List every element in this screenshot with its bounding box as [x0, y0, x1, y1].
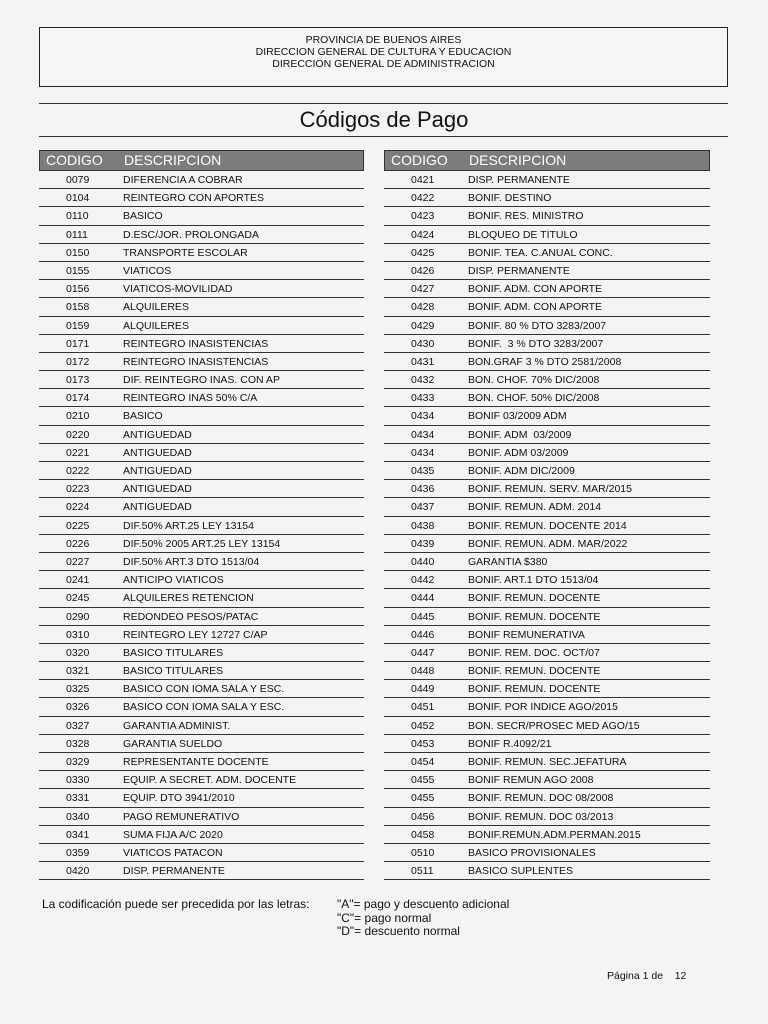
table-row: [39, 262, 364, 280]
cell-codigo: 0171: [66, 337, 90, 350]
table-row: [384, 735, 710, 753]
cell-descripcion: BONIF. REMUN. DOCENTE 2014: [468, 519, 627, 532]
note-options: [337, 898, 509, 939]
table-row: [39, 298, 364, 316]
cell-descripcion: REINTEGRO INASISTENCIAS: [123, 337, 269, 350]
table-row: [384, 498, 710, 516]
table-row: [384, 426, 710, 444]
cell-codigo: 0430: [411, 337, 435, 350]
table-row: [39, 426, 364, 444]
cell-descripcion: VIATICOS PATACON: [123, 846, 223, 859]
cell-codigo: 0321: [66, 665, 90, 678]
cell-codigo: 0447: [411, 646, 435, 659]
cell-descripcion: BONIF. ADM 03/2009: [468, 428, 572, 441]
table-row: [39, 371, 364, 389]
cell-codigo: 0330: [66, 774, 90, 787]
cell-descripcion: DIF.50% 2005 ART.25 LEY 13154: [123, 537, 281, 550]
cell-codigo: 0452: [411, 719, 435, 732]
cell-codigo: 0158: [66, 301, 90, 314]
cell-codigo: 0434: [411, 428, 435, 441]
cell-descripcion: BONIF. REMUN. DOCENTE: [468, 665, 601, 678]
cell-descripcion: TRANSPORTE ESCOLAR: [123, 246, 248, 259]
table-row: [384, 262, 710, 280]
cell-descripcion: ANTICIPO VIATICOS: [123, 574, 224, 587]
cell-descripcion: BONIF. REMUN. ADM. 2014: [468, 501, 602, 514]
cell-codigo: 0174: [66, 392, 90, 405]
cell-codigo: 0150: [66, 246, 90, 259]
cell-descripcion: BONIF.REMUN.ADM.PERMAN.2015: [468, 828, 641, 841]
cell-descripcion: GARANTIA $380: [468, 555, 548, 568]
cell-codigo: 0226: [66, 537, 90, 550]
table-row: [39, 680, 364, 698]
cell-codigo: 0326: [66, 701, 90, 714]
cell-descripcion: BONIF. REMUN. DOCENTE: [468, 610, 601, 623]
table-row: [384, 680, 710, 698]
cell-descripcion: BASICO CON IOMA SALA Y ESC.: [123, 701, 285, 714]
cell-descripcion: BLOQUEO DE TITULO: [468, 228, 578, 241]
cell-codigo: 0422: [411, 192, 435, 205]
table-row: [39, 698, 364, 716]
cell-codigo: 0221: [66, 446, 90, 459]
cell-codigo: 0110: [66, 210, 89, 223]
cell-codigo: 0423: [411, 210, 435, 223]
header-codigo: CODIGO: [46, 152, 103, 168]
cell-descripcion: BONIF. REMUN. SEC.JEFATURA: [468, 756, 627, 768]
cell-descripcion: BASICO SUPLENTES: [468, 865, 574, 878]
cell-codigo: 0156: [66, 283, 90, 296]
table-row: [384, 608, 710, 626]
cell-descripcion: ANTIGUEDAD: [123, 501, 192, 514]
note-lead: La codificación puede ser precedida por las letras:: [42, 897, 310, 911]
table-row: [39, 244, 364, 262]
table-row: [384, 462, 710, 480]
cell-descripcion: BASICO TITULARES: [123, 646, 224, 659]
cell-codigo: 0328: [66, 737, 90, 750]
cell-codigo: 0434: [411, 446, 435, 459]
cell-descripcion: ANTIGUEDAD: [123, 465, 192, 477]
cell-codigo: 0428: [411, 301, 435, 314]
table-row: [384, 353, 710, 371]
cell-descripcion: BONIF. REM. DOC. OCT/07: [468, 646, 600, 659]
table-row: [39, 862, 364, 880]
cell-codigo: 0426: [411, 264, 435, 277]
table-row: [39, 317, 364, 335]
cell-descripcion: BON. CHOF. 50% DIC/2008: [468, 392, 600, 405]
table-row: [39, 553, 364, 571]
cell-codigo: 0510: [411, 846, 435, 859]
cell-codigo: 0434: [411, 410, 435, 423]
table-row: [39, 389, 364, 407]
cell-descripcion: DISP. PERMANENTE: [123, 865, 225, 878]
cell-codigo: 0341: [66, 828, 90, 841]
table-header: [384, 150, 710, 171]
table-row: [384, 317, 710, 335]
table-row: [384, 189, 710, 207]
cell-descripcion: BON. SECR/PROSEC MED AGO/15: [468, 719, 640, 732]
cell-descripcion: BASICO: [123, 210, 163, 223]
table-row: [39, 226, 364, 244]
table-row: [39, 589, 364, 607]
cell-codigo: 0325: [66, 683, 90, 696]
cell-codigo: 0436: [411, 483, 435, 496]
cell-codigo: 0456: [411, 810, 435, 823]
cell-descripcion: BONIF. ADM. CON APORTE: [468, 301, 602, 314]
cell-descripcion: DIF. REINTEGRO INAS. CON AP: [123, 374, 280, 387]
cell-descripcion: REINTEGRO CON APORTES: [123, 192, 264, 205]
cell-descripcion: D.ESC/JOR. PROLONGADA: [123, 228, 259, 241]
table-row: [384, 662, 710, 680]
cell-codigo: 0104: [66, 192, 90, 205]
cell-codigo: 0290: [66, 610, 90, 623]
cell-codigo: 0455: [411, 792, 435, 805]
title-rule-bottom: [39, 136, 728, 137]
cell-codigo: 0454: [411, 756, 435, 768]
cell-codigo: 0437: [411, 501, 435, 514]
table-row: [384, 844, 710, 862]
cell-codigo: 0429: [411, 319, 435, 332]
cell-codigo: 0455: [411, 774, 435, 787]
table-body: [39, 171, 364, 880]
header-codigo: CODIGO: [391, 152, 448, 168]
cell-descripcion: BASICO: [123, 410, 163, 423]
table-row: [384, 862, 710, 880]
table-header: [39, 150, 364, 171]
title-rule-top: [39, 103, 728, 104]
cell-descripcion: DIFERENCIA A COBRAR: [123, 174, 243, 186]
table-row: [384, 644, 710, 662]
table-row: [39, 335, 364, 353]
cell-codigo: 0425: [411, 246, 435, 259]
cell-descripcion: BONIF. REMUN. DOC 08/2008: [468, 792, 614, 805]
cell-descripcion: BONIF. REMUN. DOCENTE: [468, 592, 601, 605]
cell-codigo: 0431: [411, 355, 435, 368]
cell-descripcion: BONIF. REMUN. ADM. MAR/2022: [468, 537, 628, 550]
cell-codigo: 0435: [411, 465, 435, 477]
cell-codigo: 0420: [66, 865, 90, 878]
cell-codigo: 0451: [411, 701, 435, 714]
table-row: [39, 808, 364, 826]
cell-descripcion: REINTEGRO LEY 12727 C/AP: [123, 628, 268, 641]
table-row: [39, 407, 364, 425]
cell-codigo: 0159: [66, 319, 90, 332]
table-row: [384, 171, 710, 189]
cell-codigo: 0079: [66, 174, 90, 186]
table-row: [384, 335, 710, 353]
cell-descripcion: BONIF REMUN AGO 2008: [468, 774, 594, 787]
header-line-3: DIRECCION GENERAL DE ADMINISTRACION: [272, 58, 495, 70]
cell-codigo: 0220: [66, 428, 90, 441]
cell-descripcion: BONIF. REMUN. SERV. MAR/2015: [468, 483, 632, 496]
cell-codigo: 0210: [66, 410, 90, 423]
header-line-1: PROVINCIA DE BUENOS AIRES: [305, 34, 462, 46]
table-row: [384, 226, 710, 244]
table-row: [39, 498, 364, 516]
table-row: [39, 826, 364, 844]
table-row: [384, 571, 710, 589]
cell-descripcion: REPRESENTANTE DOCENTE: [123, 756, 269, 768]
cell-codigo: 0453: [411, 737, 435, 750]
cell-codigo: 0222: [66, 465, 90, 477]
cell-descripcion: BONIF. REMUN. DOC 03/2013: [468, 810, 614, 823]
table-row: [384, 480, 710, 498]
cell-codigo: 0433: [411, 392, 435, 405]
table-row: [384, 753, 710, 771]
cell-codigo: 0424: [411, 228, 435, 241]
table-row: [39, 644, 364, 662]
cell-descripcion: REDONDEO PESOS/PATAC: [123, 610, 259, 623]
document-header: [39, 27, 728, 87]
cell-codigo: 0439: [411, 537, 435, 550]
header-descripcion: DESCRIPCION: [124, 152, 222, 168]
table-row: [384, 444, 710, 462]
table-row: [384, 789, 710, 807]
cell-descripcion: BONIF. TEA. C.ANUAL CONC.: [468, 246, 613, 259]
cell-descripcion: DISP. PERMANENTE: [468, 264, 570, 277]
cell-codigo: 0444: [411, 592, 435, 605]
cell-codigo: 0327: [66, 719, 90, 732]
cell-codigo: 0225: [66, 519, 90, 532]
table-row: [384, 407, 710, 425]
cell-descripcion: BON.GRAF 3 % DTO 2581/2008: [468, 355, 622, 368]
cell-descripcion: VIATICOS-MOVILIDAD: [123, 283, 233, 296]
cell-codigo: 0224: [66, 501, 90, 514]
cell-descripcion: VIATICOS: [123, 264, 172, 277]
table-row: [384, 389, 710, 407]
table-row: [39, 444, 364, 462]
cell-descripcion: EQUIP. A SECRET. ADM. DOCENTE: [123, 774, 297, 787]
cell-codigo: 0442: [411, 574, 435, 587]
table-row: [39, 207, 364, 225]
header-descripcion: DESCRIPCION: [469, 152, 567, 168]
cell-descripcion: DISP. PERMANENTE: [468, 174, 570, 186]
cell-descripcion: SUMA FIJA A/C 2020: [123, 828, 223, 841]
table-row: [384, 808, 710, 826]
cell-codigo: 0511: [411, 865, 434, 878]
cell-descripcion: ALQUILERES: [123, 301, 189, 314]
cell-codigo: 0331: [66, 792, 90, 805]
cell-descripcion: GARANTIA ADMINIST.: [123, 719, 231, 732]
table-row: [384, 371, 710, 389]
table-row: [384, 698, 710, 716]
cell-codigo: 0445: [411, 610, 435, 623]
note-option-d: "D"= descuento normal: [337, 924, 460, 938]
cell-descripcion: EQUIP. DTO 3941/2010: [123, 792, 235, 805]
table-row: [384, 553, 710, 571]
cell-descripcion: BONIF. ADM. CON APORTE: [468, 283, 602, 296]
table-row: [39, 789, 364, 807]
cell-codigo: 0111: [66, 228, 88, 241]
table-row: [39, 662, 364, 680]
cell-descripcion: BONIF. ADM 03/2009: [468, 446, 569, 459]
cell-codigo: 0438: [411, 519, 435, 532]
cell-codigo: 0427: [411, 283, 435, 296]
cell-codigo: 0458: [411, 828, 435, 841]
note-option-a: "A"= pago y descuento adicional: [337, 897, 510, 911]
table-row: [39, 735, 364, 753]
table-row: [39, 480, 364, 498]
cell-descripcion: BON. CHOF. 70% DIC/2008: [468, 374, 600, 387]
table-row: [39, 517, 364, 535]
cell-descripcion: DIF.50% ART.25 LEY 13154: [123, 519, 254, 532]
table-row: [39, 353, 364, 371]
table-row: [39, 171, 364, 189]
cell-descripcion: PAGO REMUNERATIVO: [123, 810, 240, 823]
codes-table-left: [39, 150, 364, 880]
cell-descripcion: ANTIGUEDAD: [123, 428, 192, 441]
cell-descripcion: BONIF. DESTINO: [468, 192, 552, 205]
table-row: [384, 298, 710, 316]
cell-codigo: 0241: [66, 574, 90, 587]
cell-descripcion: BASICO TITULARES: [123, 665, 224, 678]
table-row: [384, 826, 710, 844]
table-row: [39, 844, 364, 862]
cell-descripcion: BONIF 03/2009 ADM: [468, 410, 567, 423]
table-row: [39, 535, 364, 553]
cell-descripcion: BONIF REMUNERATIVA: [468, 628, 585, 641]
page-title: Códigos de Pago: [299, 107, 469, 132]
cell-descripcion: ANTIGUEDAD: [123, 446, 192, 459]
codes-table-right: [384, 150, 710, 880]
cell-descripcion: BONIF. REMUN. DOCENTE: [468, 683, 601, 696]
table-row: [384, 535, 710, 553]
cell-descripcion: BASICO PROVISIONALES: [468, 846, 596, 859]
cell-codigo: 0310: [66, 628, 90, 641]
cell-codigo: 0155: [66, 264, 90, 277]
table-row: [384, 589, 710, 607]
table-body: [384, 171, 710, 880]
cell-codigo: 0329: [66, 756, 90, 768]
note-option-c: "C"= pago normal: [337, 910, 432, 925]
cell-descripcion: DIF.50% ART.3 DTO 1513/04: [123, 555, 260, 568]
cell-descripcion: ALQUILERES RETENCION: [123, 592, 254, 605]
cell-codigo: 0340: [66, 810, 90, 823]
table-row: [39, 571, 364, 589]
cell-codigo: 0440: [411, 555, 435, 568]
cell-descripcion: REINTEGRO INASISTENCIAS: [123, 355, 269, 368]
cell-descripcion: GARANTIA SUELDO: [123, 737, 223, 750]
cell-descripcion: BONIF R.4092/21: [468, 737, 552, 750]
table-row: [384, 771, 710, 789]
cell-descripcion: REINTEGRO INAS 50% C/A: [123, 392, 258, 405]
cell-descripcion: BONIF. 80 % DTO 3283/2007: [468, 319, 607, 332]
table-row: [384, 717, 710, 735]
table-row: [39, 626, 364, 644]
cell-codigo: 0223: [66, 483, 90, 496]
cell-codigo: 0172: [66, 355, 90, 368]
cell-descripcion: ANTIGUEDAD: [123, 483, 192, 496]
cell-codigo: 0446: [411, 628, 435, 641]
cell-codigo: 0432: [411, 374, 435, 387]
cell-codigo: 0320: [66, 646, 90, 659]
cell-descripcion: BONIF. ADM DIC/2009: [468, 465, 575, 477]
table-row: [39, 462, 364, 480]
cell-codigo: 0359: [66, 846, 90, 859]
cell-codigo: 0173: [66, 374, 90, 387]
table-row: [384, 626, 710, 644]
table-row: [39, 189, 364, 207]
table-row: [384, 517, 710, 535]
table-row: [39, 608, 364, 626]
cell-descripcion: BONIF. RES. MINISTRO: [468, 210, 584, 223]
cell-codigo: 0448: [411, 665, 435, 678]
cell-descripcion: BONIF. POR INDICE AGO/2015: [468, 701, 618, 714]
table-row: [39, 717, 364, 735]
cell-codigo: 0227: [66, 555, 90, 568]
cell-descripcion: BONIF. ART.1 DTO 1513/04: [468, 574, 599, 587]
page-number: Página 1 de 12: [607, 970, 687, 982]
table-row: [384, 244, 710, 262]
table-row: [384, 207, 710, 225]
cell-descripcion: BONIF. 3 % DTO 3283/2007: [468, 337, 604, 350]
cell-codigo: 0421: [411, 174, 435, 186]
cell-codigo: 0449: [411, 683, 435, 696]
cell-descripcion: ALQUILERES: [123, 319, 189, 332]
table-row: [384, 280, 710, 298]
table-row: [39, 771, 364, 789]
header-line-2: DIRECCION GENERAL DE CULTURA Y EDUCACION: [255, 46, 512, 58]
cell-descripcion: BASICO CON IOMA SALA Y ESC.: [123, 683, 285, 696]
table-row: [39, 280, 364, 298]
table-row: [39, 753, 364, 771]
cell-codigo: 0245: [66, 592, 90, 605]
